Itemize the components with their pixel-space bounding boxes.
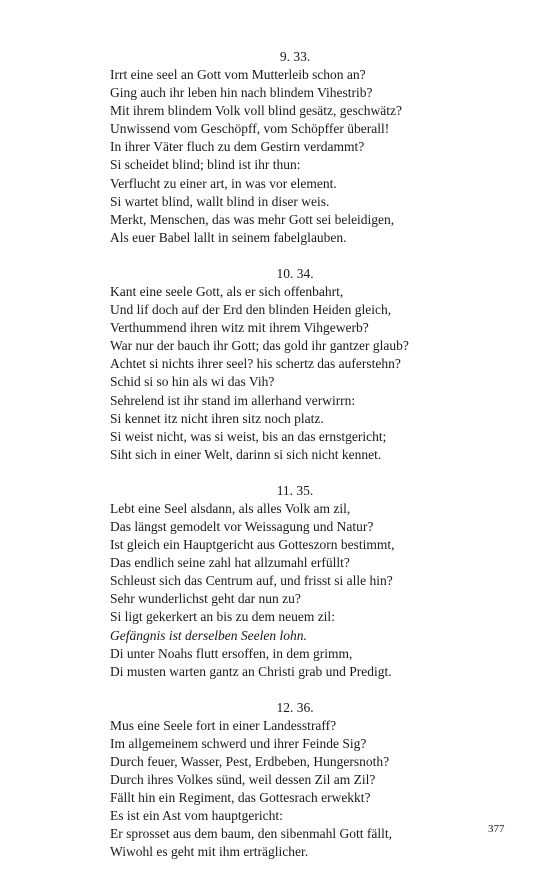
stanza <box>110 699 480 862</box>
verse-line: Unwissend vom Geschöpff, vom Schöpffer überall! <box>110 121 390 137</box>
verse-line: Di unter Noahs flutt ersoffen, in dem grimm, <box>110 645 353 661</box>
verse-line: Wiwohl es geht mit ihm erträglicher. <box>110 844 309 860</box>
verse-line: Und lif doch auf der Erd den blinden Heiden gleich, <box>110 302 392 318</box>
verse-line-italic: Gefängnis ist derselben Seelen lohn. <box>110 627 307 643</box>
verse-line: Ging auch ihr leben hin nach blindem Vihestrib? <box>110 85 373 101</box>
verse-line: Schleust sich das Centrum auf, und frisst si alle hin? <box>110 573 393 589</box>
verse-line: Fällt hin ein Regiment, das Gottesrach erwekkt? <box>110 790 371 806</box>
page-body <box>110 48 480 880</box>
verse-line: Siht sich in einer Welt, darinn si sich nicht kennet. <box>110 446 382 462</box>
stanza-number: 11. 35. <box>276 482 314 498</box>
verse-line: Im allgemeinem schwerd und ihrer Feinde Sig? <box>110 735 367 751</box>
verse-line: Schid si so hin als wi das Vih? <box>110 374 275 390</box>
verse-line: Sehr wunderlichst geht dar nun zu? <box>110 591 301 607</box>
verse-line: In ihrer Väter fluch zu dem Gestirn verdammt? <box>110 139 365 155</box>
verse-line: Verflucht zu einer art, in was vor element. <box>110 175 337 191</box>
verse-line: Als euer Babel lallt in seinem fabelglauben. <box>110 229 347 245</box>
verse-line: Si scheidet blind; blind ist ihr thun: <box>110 157 301 173</box>
verse-line: Lebt eine Seel alsdann, als alles Volk am zil, <box>110 500 351 516</box>
verse-line: Er sprosset aus dem baum, den sibenmahl Gott fällt, <box>110 826 392 842</box>
verse-line: Ist gleich ein Hauptgericht aus Gotteszorn bestimmt, <box>110 537 395 553</box>
stanza <box>110 482 480 681</box>
stanza-number: 12. 36. <box>276 699 314 715</box>
verse-line: Mit ihrem blindem Volk voll blind gesätz, geschwätz? <box>110 103 402 119</box>
verse-line: War nur der bauch ihr Gott; das gold ihr gantzer glaub? <box>110 338 409 354</box>
verse-line: Durch feuer, Wasser, Pest, Erdbeben, Hungersnoth? <box>110 754 390 769</box>
verse-line: Di musten warten gantz an Christi grab und Predigt. <box>110 663 392 679</box>
stanza <box>110 48 480 247</box>
page-number: 377 <box>488 823 505 835</box>
verse-line: Sehrelend ist ihr stand im allerhand verwirrn: <box>110 392 356 408</box>
verse-line: Das endlich seine zahl hat allzumahl erfüllt? <box>110 555 350 571</box>
stanza-number: 10. 34. <box>276 265 314 281</box>
verse-line: Si kennet itz nicht ihren sitz noch platz. <box>110 410 324 426</box>
verse-line: Si weist nicht, was si weist, bis an das ernstgericht; <box>110 428 387 444</box>
verse-line: Si wartet blind, wallt blind in diser weis. <box>110 193 330 209</box>
verse-line: Durch ihres Volkes sünd, weil dessen Zil am Zil? <box>110 772 376 788</box>
verse-line: Si ligt gekerkert an bis zu dem neuem zil: <box>110 609 335 625</box>
verse-line: Verthummend ihren witz mit ihrem Vihgewerb? <box>110 320 369 336</box>
verse-line: Kant eine seele Gott, als er sich offenbahrt, <box>110 283 344 299</box>
stanza <box>110 265 480 464</box>
verse-line: Mus eine Seele fort in einer Landesstraff? <box>110 717 337 733</box>
verse-line: Achtet si nichts ihrer seel? his schertz das auferstehn? <box>110 356 401 372</box>
verse-line: Merkt, Menschen, das was mehr Gott sei beleidigen, <box>110 211 395 227</box>
verse-line: Das längst gemodelt vor Weissagung und Natur? <box>110 518 374 534</box>
verse-line: Es ist ein Ast vom hauptgericht: <box>110 808 283 824</box>
stanza-number: 9. 33. <box>279 49 311 64</box>
verse-line: Irrt eine seel an Gott vom Mutterleib schon an? <box>110 67 366 82</box>
